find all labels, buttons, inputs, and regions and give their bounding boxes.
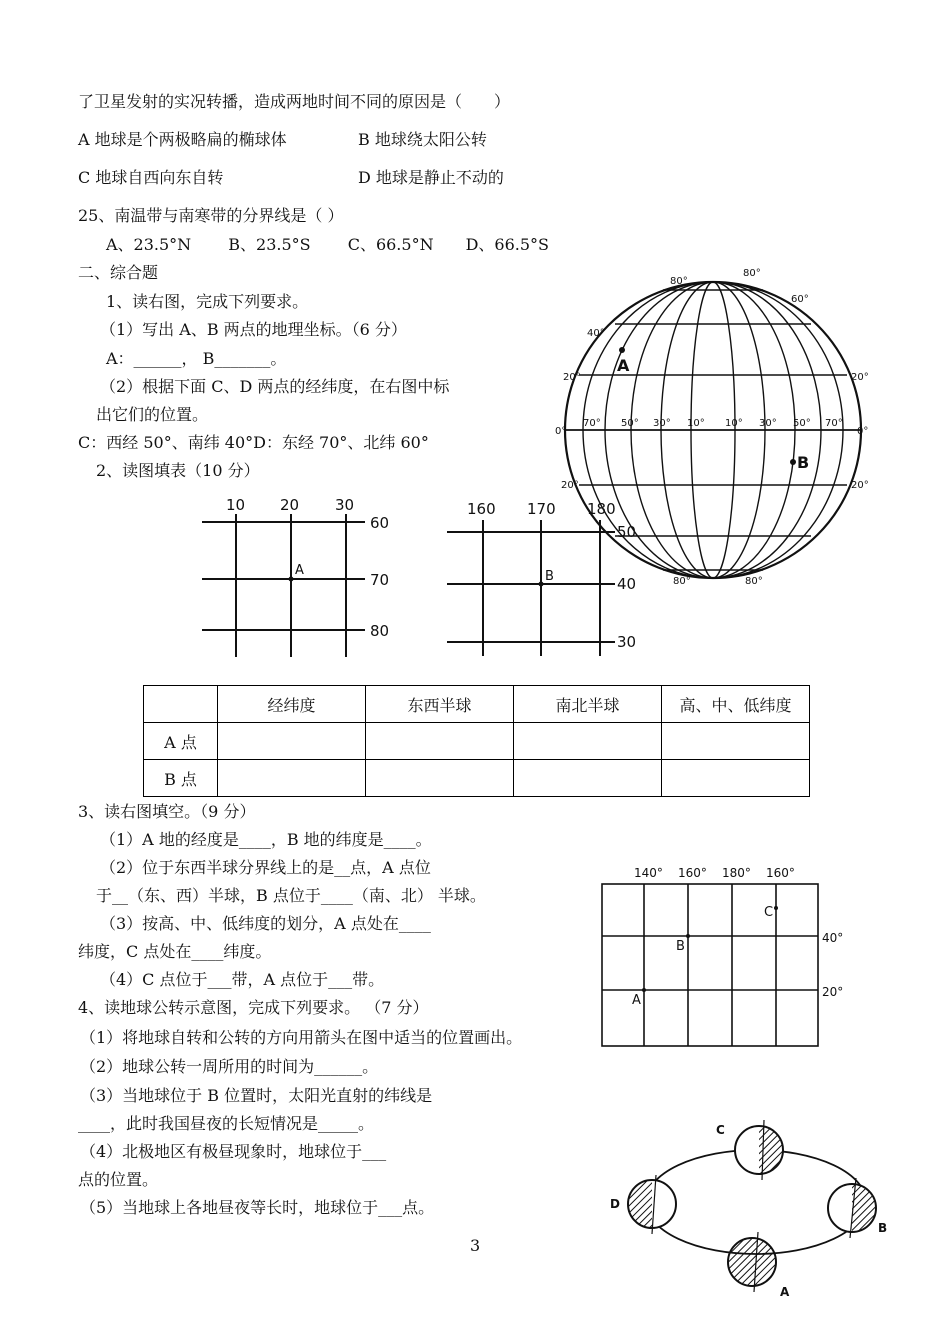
- p4-q5: （5）当地球上各地昼夜等长时，地球位于___点。: [80, 1198, 435, 1217]
- table-row: [144, 760, 810, 797]
- globe-lat-label: 80°: [745, 576, 763, 587]
- globe-lat-label: 20°: [851, 480, 869, 491]
- grid-b-right-label: 50: [617, 523, 637, 541]
- grid-c-right-label: 20°: [822, 985, 844, 999]
- q24-option-a: A 地球是个两极略扁的椭球体: [78, 130, 287, 149]
- grid-b-right-label: 40: [617, 575, 637, 593]
- globe-lat-label: 80°: [743, 268, 761, 279]
- fill-in-table: [143, 685, 810, 797]
- grid-a-right-label: 60: [370, 514, 390, 532]
- p4-q2: （2）地球公转一周所用的时间为______。: [80, 1057, 379, 1076]
- table-cell[interactable]: [662, 723, 810, 760]
- table-header-cell: 高、中、低纬度: [662, 686, 810, 723]
- p3-q3: （3）按高、中、低纬度的划分，A 点处在____: [100, 914, 431, 933]
- p1-q2: （2）根据下面 C、D 两点的经纬度，在右图中标: [100, 377, 450, 396]
- grid-b-point: B: [545, 569, 554, 584]
- p1-q2-cont: 出它们的位置。: [96, 405, 209, 424]
- q24-option-b: B 地球绕太阳公转: [358, 130, 487, 149]
- page-number: 3: [470, 1236, 481, 1255]
- p1-intro: 1、读右图，完成下列要求。: [106, 292, 309, 311]
- globe-lon-label: 50°: [621, 418, 639, 429]
- globe-point-a: A: [617, 356, 630, 375]
- grid-b-top-label: 160: [467, 500, 496, 518]
- grid-c-top-label: 160°: [678, 866, 707, 880]
- globe-lon-label: 50°: [793, 418, 811, 429]
- p3-q4: （4）C 点位于___带，A 点位于___带。: [100, 970, 385, 989]
- q25-stem: 25、南温带与南寒带的分界线是（ ）: [78, 206, 344, 225]
- p1-q1: （1）写出 A、B 两点的地理坐标。（6 分）: [100, 320, 407, 339]
- q25-options: A、23.5°N B、23.5°S C、66.5°N D、66.5°S: [106, 235, 549, 254]
- table-cell[interactable]: [218, 723, 366, 760]
- orbit-label-a: A: [780, 1285, 790, 1299]
- globe-lat-label: 20°: [851, 372, 869, 383]
- globe-lat-label: 60°: [791, 294, 809, 305]
- p4-q4: （4）北极地区有极昼现象时，地球位于___: [80, 1142, 387, 1161]
- orbit-label-d: D: [610, 1197, 620, 1211]
- q24-option-d: D 地球是静止不动的: [358, 168, 504, 187]
- earth-orbit-diagram: [604, 1110, 904, 1300]
- grid-c-point: C: [764, 905, 774, 920]
- grid-a-top-label: 20: [280, 496, 300, 514]
- globe-lon-label: 10°: [725, 418, 743, 429]
- globe-lat-label: 80°: [673, 576, 691, 587]
- grid-a-top-label: 30: [335, 496, 355, 514]
- globe-lon-label: 30°: [653, 418, 671, 429]
- p3-q2-cont: 于__（东、西）半球，B 点位于____（南、北） 半球。: [96, 886, 486, 905]
- globe-lon-label: 30°: [759, 418, 777, 429]
- table-header-row: [144, 686, 810, 723]
- table-cell[interactable]: [662, 760, 810, 797]
- q24-stem: 了卫星发射的实况转播，造成两地时间不同的原因是（ ）: [78, 92, 511, 111]
- globe-point-b: B: [797, 453, 810, 472]
- grid-c-top-label: 180°: [722, 866, 751, 880]
- table-row-label: A 点: [144, 723, 218, 760]
- globe-lat-label: 20°: [561, 480, 579, 491]
- p3-q2: （2）位于东西半球分界线上的是__点，A 点位: [100, 858, 431, 877]
- grid-c-point: B: [676, 939, 685, 954]
- grid-c-top-label: 160°: [766, 866, 795, 880]
- table-header-cell: 经纬度: [218, 686, 366, 723]
- p1-cd-coords: C：西经 50°、南纬 40°D：东经 70°、北纬 60°: [78, 433, 429, 452]
- table-header-cell: 东西半球: [366, 686, 514, 723]
- grid-c-top-label: 140°: [634, 866, 663, 880]
- grid-map-a: [200, 492, 410, 662]
- table-cell[interactable]: [514, 760, 662, 797]
- table-cell[interactable]: [366, 760, 514, 797]
- p3-q3-cont: 纬度，C 点处在____纬度。: [78, 942, 272, 961]
- table-cell[interactable]: [514, 723, 662, 760]
- globe-lat-label: 0°: [555, 426, 567, 437]
- p4-q4-cont: 点的位置。: [78, 1170, 159, 1189]
- grid-c-point: A: [632, 993, 641, 1008]
- table-row: [144, 723, 810, 760]
- orbit-label-b: B: [878, 1221, 888, 1235]
- globe-lon-label: 10°: [687, 418, 705, 429]
- p3-q1: （1）A 地的经度是____，B 地的纬度是____。: [100, 830, 432, 849]
- grid-b-top-label: 180: [587, 500, 616, 518]
- p4-q3-cont: ____，此时我国昼夜的长短情况是_____。: [78, 1114, 375, 1133]
- section-title: 二、综合题: [78, 263, 159, 282]
- globe-lat-label: 0°: [857, 426, 869, 437]
- globe-lat-label: 80°: [670, 276, 688, 287]
- table-header-cell: 南北半球: [514, 686, 662, 723]
- globe-lon-label: 70°: [825, 418, 843, 429]
- p4-q3: （3）当地球位于 B 位置时，太阳光直射的纬线是: [80, 1086, 433, 1105]
- table-cell[interactable]: [366, 723, 514, 760]
- p4-q1: （1）将地球自转和公转的方向用箭头在图中适当的位置画出。: [80, 1028, 523, 1047]
- grid-a-point: A: [295, 563, 304, 578]
- globe-lat-label: 40°: [587, 328, 605, 339]
- q24-option-c: C 地球自西向东自转: [78, 168, 224, 187]
- grid-map-b: [445, 496, 645, 666]
- globe-lon-label: 70°: [583, 418, 601, 429]
- grid-a-right-label: 70: [370, 571, 390, 589]
- p3-intro: 3、读右图填空。（9 分）: [78, 802, 256, 821]
- orbit-label-c: C: [716, 1123, 725, 1137]
- table-row-label: B 点: [144, 760, 218, 797]
- grid-a-top-label: 10: [226, 496, 246, 514]
- globe-lat-label: 20°: [563, 372, 581, 383]
- grid-a-right-label: 80: [370, 622, 390, 640]
- table-header-cell: [144, 686, 218, 723]
- grid-map-c: [598, 864, 846, 1050]
- grid-b-right-label: 30: [617, 633, 637, 651]
- p1-q1-blank: A：______， B_______。: [106, 349, 287, 368]
- p2-intro: 2、读图填表（10 分）: [96, 461, 260, 480]
- grid-c-right-label: 40°: [822, 931, 844, 945]
- p4-intro: 4、读地球公转示意图，完成下列要求。 （7 分）: [78, 998, 429, 1017]
- grid-b-top-label: 170: [527, 500, 556, 518]
- table-cell[interactable]: [218, 760, 366, 797]
